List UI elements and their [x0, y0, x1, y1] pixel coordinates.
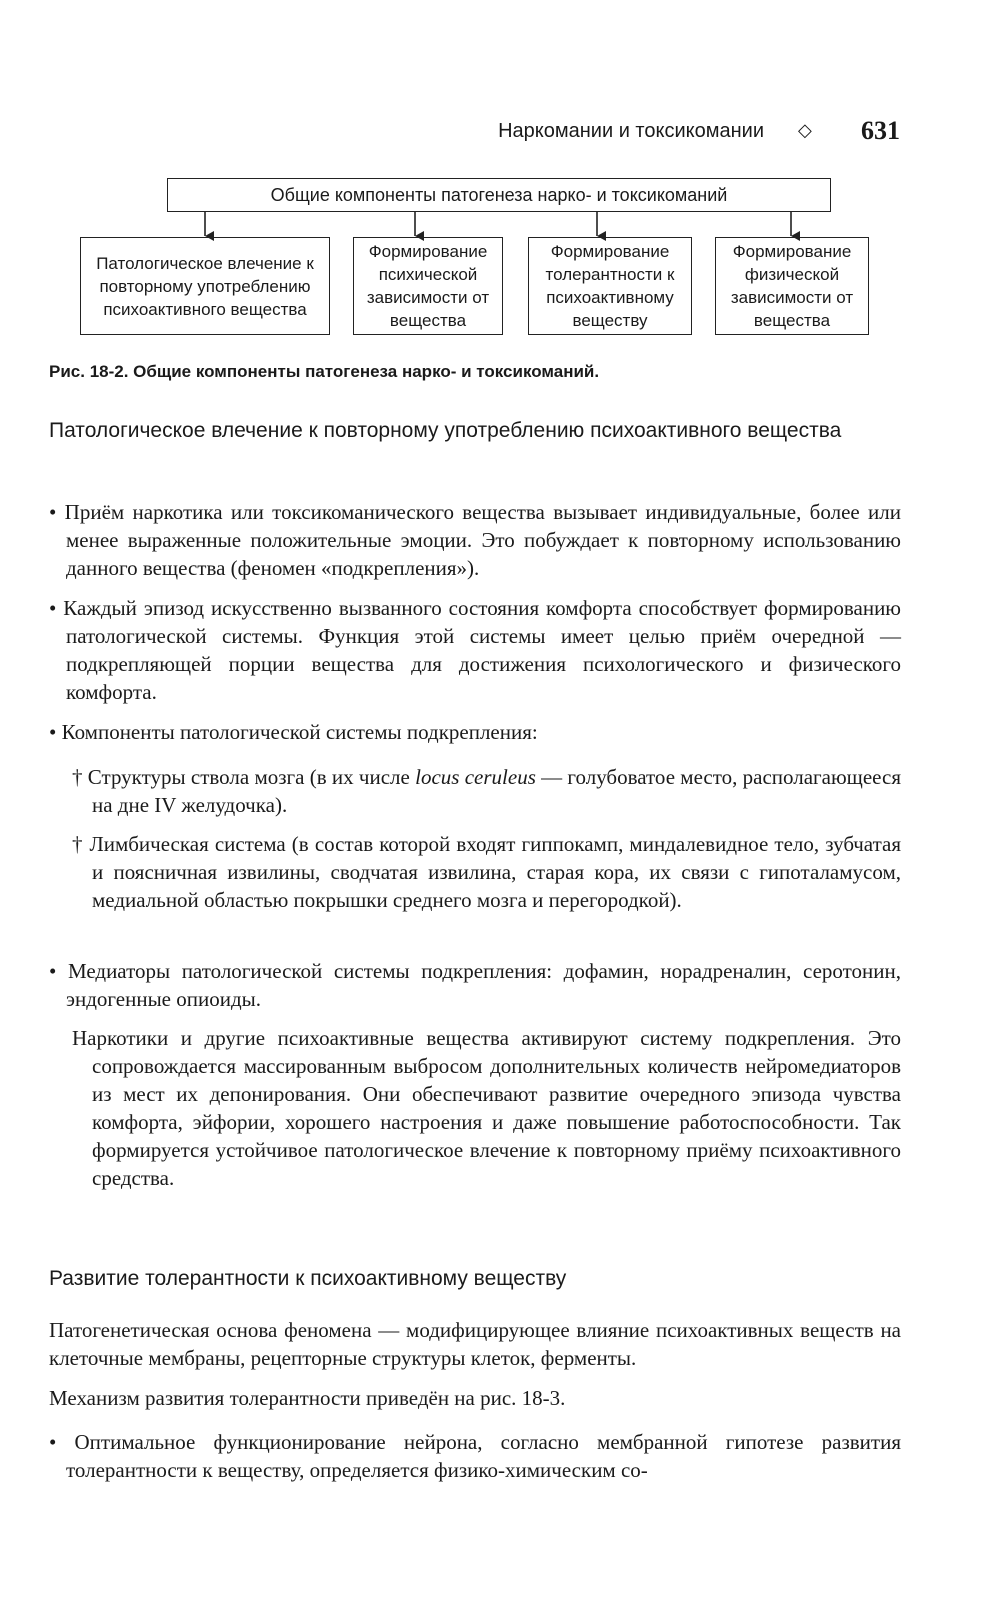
sub-bullet-text: † Структуры ствола мозга (в их числе — [72, 765, 416, 789]
body-paragraph: Патогенетическая основа феномена — модифицирующее влияние психоактивных веществ на клеточные мембраны, рецепторные структуры клеток, ферменты. — [49, 1318, 901, 1370]
bullet-paragraph: • Компоненты патологической системы подкрепления: — [49, 720, 538, 744]
body-paragraph: Механизм развития толерантности приведён на рис. 18-3. — [49, 1386, 566, 1410]
diamond-separator-icon: ◇ — [798, 120, 812, 141]
diagram-box-craving: Патологическое влечение к повторному употреблению психоактивного вещества — [80, 237, 330, 335]
page-number: 631 — [861, 116, 900, 145]
bullet-paragraph: • Приём наркотика или токсикоманического вещества вызывает индивидуальные, более или менее выраженные положительные эмоции. Это побуждает к повторному использованию данного вещества (феномен «подкрепления»). — [49, 500, 901, 580]
figure-caption: Рис. 18-2. Общие компоненты патогенеза нарко- и токсикоманий. — [49, 362, 600, 381]
sub-bullet-paragraph: † Лимбическая система (в состав которой входят гиппокамп, миндалевидное тело, зубчатая и поясничная извилины, сводчатая извилина, старая кора, их связи с гипоталамусом, медиальной областью покрышки среднего мозга и перегородкой). — [72, 832, 901, 912]
diagram-box-psychic-dependence: Формирование психической зависимости от вещества — [353, 237, 503, 335]
bullet-paragraph: • Оптимальное функционирование нейрона, согласно мембранной гипотезе развития толерантности к веществу, определяется физико-химическим со- — [49, 1430, 901, 1482]
running-header — [0, 116, 1002, 148]
diagram-top-box: Общие компоненты патогенеза нарко- и токсикоманий — [167, 178, 831, 212]
pathogenesis-diagram — [75, 178, 875, 343]
sub-bullet-paragraph — [72, 763, 901, 819]
running-title: Наркомании и токсикомании — [498, 120, 764, 142]
bullet-paragraph: • Каждый эпизод искусственно вызванного состояния комфорта способствует формированию патологической системы. Функция этой системы имеет целью приём очередной — подкрепляющей порции вещества для достижения психологического и физического комфорта. — [49, 596, 901, 704]
section-heading-tolerance: Развитие толерантности к психоактивному веществу — [49, 1267, 567, 1290]
sub-bullet-text: — голубоватое место, располагающееся на дне IV желудочка). — [92, 765, 901, 817]
diagram-box-tolerance: Формирование толерантности к психоактивному веществу — [528, 237, 692, 335]
latin-term: locus ceruleus — [415, 765, 536, 789]
bullet-paragraph: • Медиаторы патологической системы подкрепления: дофамин, норадреналин, серотонин, эндогенные опиоиды. — [49, 959, 901, 1011]
body-paragraph: Наркотики и другие психоактивные вещества активируют систему подкрепления. Это сопровождается массированным выбросом дополнительных количеств нейромедиаторов из мест их депонирования. Они обеспечивают развитие очередного эпизода чувства комфорта, эйфории, хорошего настроения и даже повышение работоспособности. Так формируется устойчивое патологическое влечение к повторному приёму психоактивного средства. — [72, 1026, 901, 1190]
section-heading-craving: Патологическое влечение к повторному употреблению психоактивного вещества — [49, 419, 842, 442]
diagram-box-physical-dependence: Формирование физической зависимости от вещества — [715, 237, 869, 335]
